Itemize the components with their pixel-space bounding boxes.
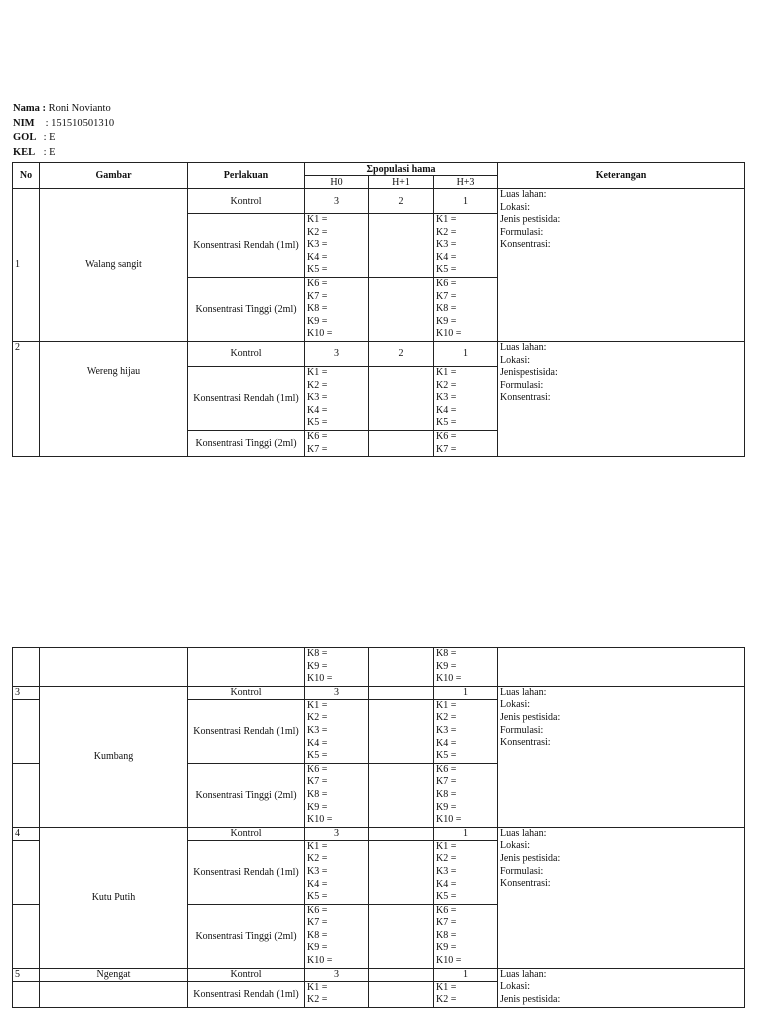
h3-k-list xyxy=(434,699,498,763)
h3-k-list xyxy=(434,430,498,456)
k5: K5 = xyxy=(436,417,457,429)
k4: K4 = xyxy=(436,878,457,890)
h0-value: 3 xyxy=(305,686,369,699)
perlakuan-rendah: Konsentrasi Rendah (1ml) xyxy=(188,840,305,904)
gol-value: : E xyxy=(43,132,56,144)
h1-value xyxy=(369,686,434,699)
h1-value: 2 xyxy=(369,341,434,366)
ket-lokasi: Lokasi: xyxy=(500,981,530,993)
row-number-empty xyxy=(13,904,40,968)
h3-value: 1 xyxy=(434,189,498,214)
keterangan-cell xyxy=(498,189,745,342)
k5: K5 = xyxy=(436,750,457,762)
col-h1-header: H+1 xyxy=(369,176,434,189)
keterangan-cell xyxy=(498,827,745,968)
keterangan-cell xyxy=(498,968,745,1007)
h0-k-list xyxy=(305,981,369,1007)
h3-value: 1 xyxy=(434,968,498,981)
col-populasi-header: Σpopulasi hama xyxy=(305,163,498,176)
nim-row xyxy=(13,117,114,132)
header-row xyxy=(13,163,745,176)
row-gambar-empty xyxy=(40,981,188,1007)
k4: K4 = xyxy=(307,878,328,890)
h3-k-list xyxy=(434,981,498,1007)
k6: K6 = xyxy=(307,430,328,442)
gol-label: GOL xyxy=(13,132,37,144)
col-h3-header: H+3 xyxy=(434,176,498,189)
name-value: Roni Novianto xyxy=(48,103,111,114)
ket-lokasi: Lokasi: xyxy=(500,699,530,711)
nim-value: : 151510501310 xyxy=(45,117,115,129)
k2: K2 = xyxy=(436,226,457,238)
k5: K5 = xyxy=(436,891,457,903)
row-number-empty xyxy=(13,763,40,827)
h3-k-list xyxy=(434,648,498,687)
ket-formulasi: Formulasi: xyxy=(500,865,544,877)
row-number: 5 xyxy=(13,968,40,981)
ket-jenis: Jenis pestisida: xyxy=(500,711,561,723)
k3: K3 = xyxy=(307,392,328,404)
k9: K9 = xyxy=(307,942,328,954)
k3: K3 = xyxy=(436,392,457,404)
k8: K8 = xyxy=(436,648,457,659)
student-info xyxy=(13,102,114,160)
k1: K1 = xyxy=(307,981,328,993)
k10: K10 = xyxy=(307,814,333,826)
perlakuan-tinggi: Konsentrasi Tinggi (2ml) xyxy=(188,763,305,827)
h1-value xyxy=(369,968,434,981)
row-gambar: Kumbang xyxy=(40,686,188,827)
perlakuan-kontrol: Kontrol xyxy=(188,189,305,214)
k1: K1 = xyxy=(436,366,457,378)
h1-empty xyxy=(369,904,434,968)
k10: K10 = xyxy=(436,673,462,685)
perlakuan-rendah: Konsentrasi Rendah (1ml) xyxy=(188,366,305,430)
table-row xyxy=(13,341,745,366)
h0-k-list xyxy=(305,699,369,763)
h1-empty xyxy=(369,366,434,430)
row-number-empty xyxy=(13,981,40,1007)
k6: K6 = xyxy=(436,277,457,289)
row-number-empty xyxy=(13,648,40,687)
k8: K8 = xyxy=(436,788,457,800)
row-gambar: Walang sangit xyxy=(40,189,188,342)
row-number: 2 xyxy=(13,341,40,456)
ket-jenis: Jenis pestisida: xyxy=(500,993,561,1005)
h0-k-list xyxy=(305,277,369,341)
ket-luas: Luas lahan: xyxy=(500,189,547,200)
table-page-1 xyxy=(12,162,745,457)
k6: K6 = xyxy=(307,277,328,289)
k8: K8 = xyxy=(307,303,328,315)
k2: K2 = xyxy=(307,853,328,865)
h1-empty xyxy=(369,699,434,763)
k5: K5 = xyxy=(307,417,328,429)
k9: K9 = xyxy=(307,801,328,813)
k4: K4 = xyxy=(307,404,328,416)
k2: K2 = xyxy=(436,712,457,724)
k7: K7 = xyxy=(436,443,457,455)
name-row xyxy=(13,102,114,117)
k4: K4 = xyxy=(436,251,457,263)
table-row xyxy=(13,648,745,687)
k7: K7 = xyxy=(307,917,328,929)
k9: K9 = xyxy=(307,660,328,672)
perlakuan-kontrol: Kontrol xyxy=(188,968,305,981)
k1: K1 = xyxy=(436,981,457,993)
ket-lokasi: Lokasi: xyxy=(500,354,530,366)
ket-luas: Luas lahan: xyxy=(500,341,547,353)
h3-k-list xyxy=(434,214,498,278)
ket-luas: Luas lahan: xyxy=(500,827,547,839)
h0-value: 3 xyxy=(305,827,369,840)
h1-value: 2 xyxy=(369,189,434,214)
k2: K2 = xyxy=(436,994,457,1006)
k7: K7 = xyxy=(436,290,457,302)
h3-k-list xyxy=(434,366,498,430)
row-number-empty xyxy=(13,699,40,763)
k7: K7 = xyxy=(307,290,328,302)
table-row xyxy=(13,968,745,981)
h1-empty xyxy=(369,648,434,687)
k2: K2 = xyxy=(307,379,328,391)
k9: K9 = xyxy=(436,315,457,327)
ket-jenis: Jenis pestisida: xyxy=(500,852,561,864)
ket-konsentrasi: Konsentrasi: xyxy=(500,239,551,251)
k1: K1 = xyxy=(307,840,328,852)
k5: K5 = xyxy=(307,750,328,762)
perlakuan-kontrol: Kontrol xyxy=(188,827,305,840)
h0-value: 3 xyxy=(305,189,369,214)
row-gambar-empty xyxy=(40,648,188,687)
h1-value xyxy=(369,827,434,840)
k4: K4 = xyxy=(436,404,457,416)
k1: K1 = xyxy=(436,699,457,711)
h3-value: 1 xyxy=(434,686,498,699)
h0-k-list xyxy=(305,430,369,456)
k3: K3 = xyxy=(436,239,457,251)
k7: K7 = xyxy=(436,917,457,929)
h3-k-list xyxy=(434,277,498,341)
ket-luas: Luas lahan: xyxy=(500,968,547,980)
ket-formulasi: Formulasi: xyxy=(500,379,544,391)
h1-empty xyxy=(369,430,434,456)
h0-value: 3 xyxy=(305,968,369,981)
k3: K3 = xyxy=(307,239,328,251)
k4: K4 = xyxy=(307,251,328,263)
k5: K5 = xyxy=(436,264,457,276)
k2: K2 = xyxy=(307,994,328,1006)
observation-table-continued xyxy=(12,647,745,1008)
perlakuan-kontrol: Kontrol xyxy=(188,341,305,366)
perlakuan-empty xyxy=(188,648,305,687)
h3-k-list xyxy=(434,904,498,968)
h3-k-list xyxy=(434,840,498,904)
perlakuan-tinggi: Konsentrasi Tinggi (2ml) xyxy=(188,277,305,341)
h0-k-list xyxy=(305,648,369,687)
ket-konsentrasi: Konsentrasi: xyxy=(500,878,551,890)
k2: K2 = xyxy=(307,712,328,724)
k9: K9 = xyxy=(436,660,457,672)
perlakuan-rendah: Konsentrasi Rendah (1ml) xyxy=(188,214,305,278)
h0-k-list xyxy=(305,214,369,278)
ket-luas: Luas lahan: xyxy=(500,686,547,698)
ket-jenis: Jenis pestisida: xyxy=(500,214,561,226)
k5: K5 = xyxy=(307,264,328,276)
perlakuan-rendah: Konsentrasi Rendah (1ml) xyxy=(188,699,305,763)
k1: K1 = xyxy=(307,699,328,711)
k7: K7 = xyxy=(436,776,457,788)
k8: K8 = xyxy=(307,929,328,941)
k10: K10 = xyxy=(436,328,462,340)
k7: K7 = xyxy=(307,443,328,455)
h1-empty xyxy=(369,840,434,904)
k3: K3 = xyxy=(307,865,328,877)
observation-table xyxy=(12,162,745,457)
col-no-header: No xyxy=(13,163,40,189)
col-perlakuan-header: Perlakuan xyxy=(188,163,305,189)
keterangan-cell xyxy=(498,341,745,456)
k6: K6 = xyxy=(436,430,457,442)
h0-k-list xyxy=(305,366,369,430)
k9: K9 = xyxy=(307,315,328,327)
kel-value: : E xyxy=(43,146,56,158)
k4: K4 = xyxy=(436,737,457,749)
h3-value: 1 xyxy=(434,341,498,366)
k8: K8 = xyxy=(307,788,328,800)
k7: K7 = xyxy=(307,776,328,788)
col-keterangan-header: Keterangan xyxy=(498,163,745,189)
ket-jenis: Jenispestisida: xyxy=(500,367,558,379)
table-row xyxy=(13,189,745,214)
h0-k-list xyxy=(305,904,369,968)
k6: K6 = xyxy=(436,904,457,916)
perlakuan-kontrol: Kontrol xyxy=(188,686,305,699)
perlakuan-tinggi: Konsentrasi Tinggi (2ml) xyxy=(188,430,305,456)
k6: K6 = xyxy=(307,904,328,916)
k6: K6 = xyxy=(436,763,457,775)
k3: K3 = xyxy=(307,724,328,736)
row-number: 3 xyxy=(13,686,40,699)
k10: K10 = xyxy=(436,955,462,967)
table-row xyxy=(13,827,745,840)
row-number: 4 xyxy=(13,827,40,840)
name-label: Nama : xyxy=(13,103,46,114)
row-gambar: Ngengat xyxy=(40,968,188,981)
k1: K1 = xyxy=(307,214,328,225)
h0-value: 3 xyxy=(305,341,369,366)
perlakuan-tinggi: Konsentrasi Tinggi (2ml) xyxy=(188,904,305,968)
k1: K1 = xyxy=(436,214,457,225)
h3-value: 1 xyxy=(434,827,498,840)
ket-konsentrasi: Konsentrasi: xyxy=(500,392,551,404)
k6: K6 = xyxy=(307,763,328,775)
ket-formulasi: Formulasi: xyxy=(500,724,544,736)
k1: K1 = xyxy=(436,840,457,852)
h1-empty xyxy=(369,981,434,1007)
ket-formulasi: Formulasi: xyxy=(500,226,544,238)
perlakuan-rendah: Konsentrasi Rendah (1ml) xyxy=(188,981,305,1007)
row-number: 1 xyxy=(13,189,40,342)
row-number-empty xyxy=(13,840,40,904)
nim-label: NIM xyxy=(13,117,35,129)
h0-k-list xyxy=(305,763,369,827)
k5: K5 = xyxy=(307,891,328,903)
keterangan-cell xyxy=(498,686,745,827)
h1-empty xyxy=(369,277,434,341)
col-gambar-header: Gambar xyxy=(40,163,188,189)
k10: K10 = xyxy=(307,955,333,967)
col-h0-header: H0 xyxy=(305,176,369,189)
k10: K10 = xyxy=(436,814,462,826)
kel-label: KEL xyxy=(13,146,36,158)
k2: K2 = xyxy=(436,853,457,865)
h3-k-list xyxy=(434,763,498,827)
row-gambar: Kutu Putih xyxy=(40,827,188,968)
k2: K2 = xyxy=(307,226,328,238)
ket-lokasi: Lokasi: xyxy=(500,840,530,852)
h1-empty xyxy=(369,763,434,827)
kel-row xyxy=(13,146,114,161)
k9: K9 = xyxy=(436,801,457,813)
table-row xyxy=(13,686,745,699)
ket-konsentrasi: Konsentrasi: xyxy=(500,737,551,749)
k8: K8 = xyxy=(436,303,457,315)
k3: K3 = xyxy=(436,724,457,736)
k8: K8 = xyxy=(436,929,457,941)
k3: K3 = xyxy=(436,865,457,877)
k1: K1 = xyxy=(307,366,328,378)
k8: K8 = xyxy=(307,648,328,659)
ket-lokasi: Lokasi: xyxy=(500,201,530,213)
k10: K10 = xyxy=(307,328,333,340)
keterangan-empty xyxy=(498,648,745,687)
k10: K10 = xyxy=(307,673,333,685)
table-page-2 xyxy=(12,647,745,1008)
h0-k-list xyxy=(305,840,369,904)
h1-empty xyxy=(369,214,434,278)
k9: K9 = xyxy=(436,942,457,954)
row-gambar: Wereng hijau xyxy=(40,341,188,456)
k4: K4 = xyxy=(307,737,328,749)
k2: K2 = xyxy=(436,379,457,391)
gol-row xyxy=(13,131,114,146)
